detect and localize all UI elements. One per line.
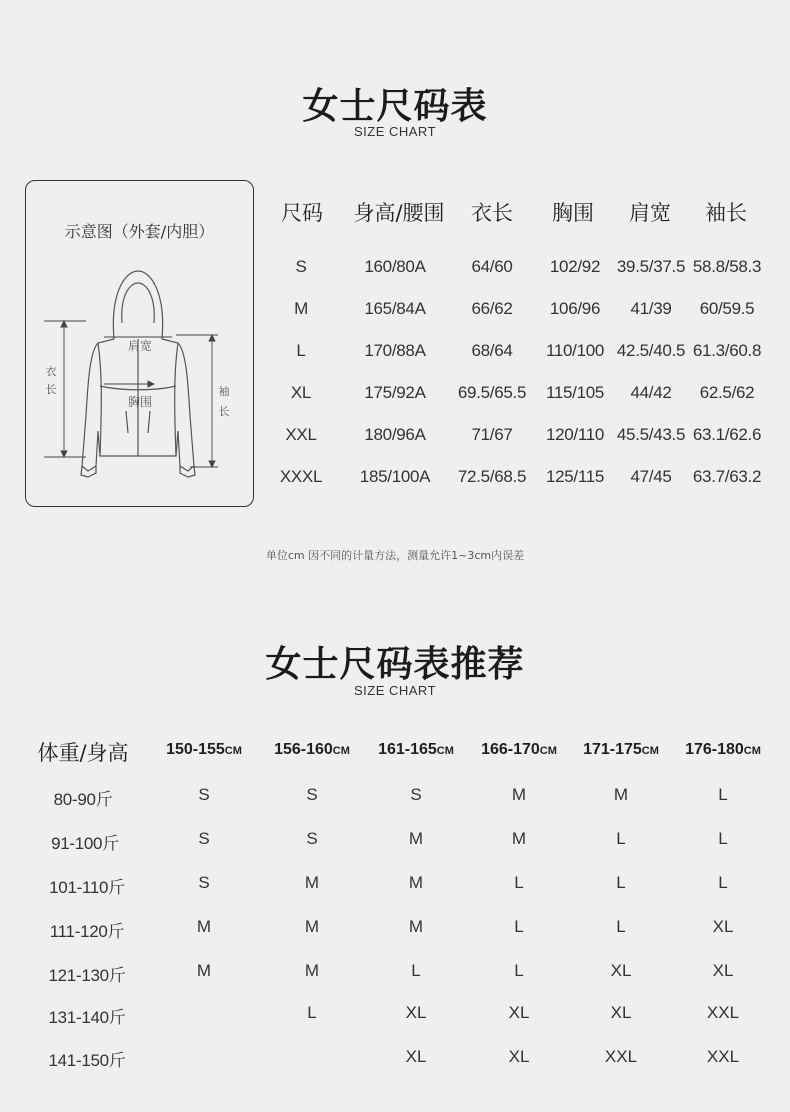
weight-label: 111-120斤 bbox=[49, 922, 125, 941]
size-cell: M bbox=[511, 785, 527, 804]
size-cell: XL bbox=[405, 1003, 427, 1022]
size-cell: M bbox=[304, 961, 320, 980]
weight-label: 121-130斤 bbox=[48, 966, 126, 985]
size-cell: XXL bbox=[706, 1047, 740, 1066]
jacket-diagram-icon bbox=[26, 251, 253, 501]
size-cell: L bbox=[616, 917, 626, 936]
unit-text: CM bbox=[436, 745, 454, 757]
recommendation-subtitle: SIZE CHART bbox=[353, 683, 437, 698]
cell-shoulder: 41/39 bbox=[630, 299, 672, 318]
length-label-2: 长 bbox=[45, 383, 57, 396]
weight-label: 80-90斤 bbox=[53, 790, 113, 809]
header-height-range bbox=[685, 741, 761, 759]
size-cell: L bbox=[718, 785, 728, 804]
cell-height-waist: 180/96A bbox=[364, 425, 426, 444]
cell-height-waist: 185/100A bbox=[359, 467, 431, 486]
size-cell: L bbox=[718, 829, 728, 848]
header-chest: 胸围 bbox=[552, 201, 594, 225]
cell-length: 71/67 bbox=[471, 425, 513, 444]
cell-length: 66/62 bbox=[471, 299, 513, 318]
size-cell: XL bbox=[610, 1003, 632, 1022]
cell-chest: 110/100 bbox=[545, 341, 605, 360]
cell-height-waist: 170/88A bbox=[364, 341, 426, 360]
size-cell: XL bbox=[712, 961, 734, 980]
unit-text: CM bbox=[743, 745, 761, 757]
weight-label: 141-150斤 bbox=[48, 1051, 126, 1070]
sleeve-label-1: 袖 bbox=[218, 385, 230, 398]
measurement-note: 单位cm 因不同的计量方法，测量允许1~3cm内误差 bbox=[265, 549, 525, 562]
size-cell: L bbox=[411, 961, 421, 980]
size-cell: M bbox=[304, 917, 320, 936]
size-cell: M bbox=[196, 961, 212, 980]
cell-sleeve: 60/59.5 bbox=[699, 299, 755, 318]
range-text: 161-165 bbox=[378, 741, 437, 758]
size-cell: XXL bbox=[604, 1047, 638, 1066]
size-cell: XL bbox=[610, 961, 632, 980]
shoulder-label: 肩宽 bbox=[127, 339, 153, 353]
unit-text: CM bbox=[224, 745, 242, 757]
cell-sleeve: 63.7/63.2 bbox=[692, 467, 762, 486]
recommendation-title: 女士尺码表推荐 bbox=[265, 644, 525, 685]
cell-length: 68/64 bbox=[471, 341, 513, 360]
size-cell: M bbox=[613, 785, 629, 804]
weight-label: 101-110斤 bbox=[49, 878, 125, 897]
cell-length: 72.5/68.5 bbox=[457, 467, 527, 486]
cell-height-waist: 165/84A bbox=[364, 299, 426, 318]
size-cell: M bbox=[511, 829, 527, 848]
cell-size: XXL bbox=[285, 425, 317, 444]
header-height-range bbox=[166, 741, 242, 759]
cell-shoulder: 42.5/40.5 bbox=[616, 341, 686, 360]
cell-sleeve: 63.1/62.6 bbox=[692, 425, 762, 444]
cell-sleeve: 61.3/60.8 bbox=[692, 341, 762, 360]
cell-shoulder: 39.5/37.5 bbox=[616, 257, 686, 276]
range-text: 171-175 bbox=[583, 741, 642, 758]
size-cell: S bbox=[306, 829, 318, 848]
unit-text: CM bbox=[539, 745, 557, 757]
header-sleeve: 袖长 bbox=[705, 201, 747, 225]
header-shoulder: 肩宽 bbox=[629, 201, 671, 225]
size-chart-title: 女士尺码表 bbox=[302, 86, 488, 127]
cell-length: 64/60 bbox=[471, 257, 513, 276]
cell-sleeve: 58.8/58.3 bbox=[692, 257, 762, 276]
size-cell: S bbox=[306, 785, 318, 804]
cell-size: S bbox=[295, 257, 307, 276]
range-text: 150-155 bbox=[166, 741, 225, 758]
weight-label: 91-100斤 bbox=[51, 834, 119, 853]
cell-size: M bbox=[294, 299, 308, 318]
cell-shoulder: 45.5/43.5 bbox=[616, 425, 686, 444]
size-cell: S bbox=[198, 873, 210, 892]
cell-shoulder: 44/42 bbox=[630, 383, 672, 402]
size-cell: XL bbox=[712, 917, 734, 936]
size-cell: XL bbox=[508, 1003, 530, 1022]
cell-chest: 106/96 bbox=[549, 299, 601, 318]
size-cell: S bbox=[198, 829, 210, 848]
header-weight-height: 体重/身高 bbox=[37, 741, 129, 765]
range-text: 166-170 bbox=[481, 741, 540, 758]
size-cell: L bbox=[514, 961, 524, 980]
cell-chest: 125/115 bbox=[545, 467, 605, 486]
cell-size: XL bbox=[290, 383, 312, 402]
cell-size: L bbox=[296, 341, 306, 360]
range-text: 176-180 bbox=[685, 741, 744, 758]
garment-diagram-panel bbox=[25, 180, 254, 507]
sleeve-label-2: 长 bbox=[218, 405, 230, 418]
size-chart-subtitle: SIZE CHART bbox=[353, 124, 437, 139]
range-text: 156-160 bbox=[274, 741, 333, 758]
size-cell: M bbox=[408, 873, 424, 892]
unit-text: CM bbox=[641, 745, 659, 757]
size-cell: XL bbox=[405, 1047, 427, 1066]
size-cell: M bbox=[408, 917, 424, 936]
size-cell: M bbox=[408, 829, 424, 848]
size-cell: M bbox=[196, 917, 212, 936]
header-height-range bbox=[274, 741, 350, 759]
unit-text: CM bbox=[332, 745, 350, 757]
cell-length: 69.5/65.5 bbox=[457, 383, 527, 402]
cell-size: XXXL bbox=[279, 467, 323, 486]
chest-label: 胸围 bbox=[127, 395, 153, 409]
cell-shoulder: 47/45 bbox=[630, 467, 672, 486]
header-height-range bbox=[583, 741, 659, 759]
size-cell: L bbox=[718, 873, 728, 892]
cell-height-waist: 175/92A bbox=[364, 383, 426, 402]
size-cell: S bbox=[410, 785, 422, 804]
weight-label: 131-140斤 bbox=[48, 1008, 126, 1027]
cell-sleeve: 62.5/62 bbox=[699, 383, 755, 402]
header-height-range bbox=[481, 741, 557, 759]
size-cell: L bbox=[514, 873, 524, 892]
size-cell: XXL bbox=[706, 1003, 740, 1022]
header-size: 尺码 bbox=[281, 201, 323, 225]
size-cell: L bbox=[307, 1003, 317, 1022]
size-cell: S bbox=[198, 785, 210, 804]
size-cell: M bbox=[304, 873, 320, 892]
cell-chest: 102/92 bbox=[549, 257, 601, 276]
size-cell: L bbox=[616, 829, 626, 848]
cell-chest: 115/105 bbox=[545, 383, 605, 402]
cell-height-waist: 160/80A bbox=[364, 257, 426, 276]
header-height-waist: 身高/腰围 bbox=[353, 201, 445, 225]
cell-chest: 120/110 bbox=[545, 425, 605, 444]
header-height-range bbox=[378, 741, 454, 759]
size-cell: L bbox=[514, 917, 524, 936]
header-length: 衣长 bbox=[471, 201, 513, 225]
size-cell: L bbox=[616, 873, 626, 892]
length-label-1: 衣 bbox=[45, 365, 57, 378]
size-cell: XL bbox=[508, 1047, 530, 1066]
diagram-label: 示意图（外套/内胆） bbox=[64, 222, 215, 241]
